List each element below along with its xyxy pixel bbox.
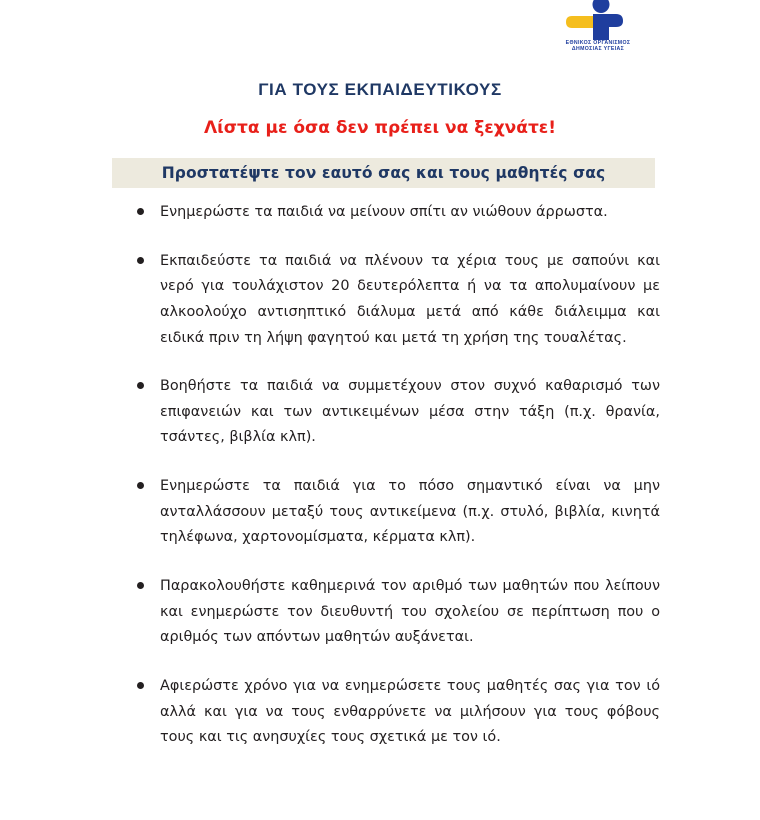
bullet-point-icon bbox=[137, 382, 144, 389]
section-banner-label: Προστατέψτε τον εαυτό σας και τους μαθητές σας bbox=[161, 164, 606, 182]
bullet-point-icon bbox=[137, 208, 144, 215]
list-item-text: Αφιερώστε χρόνο για να ενημερώσετε τους μαθητές σας για τον ιό αλλά και για να τους ενθαρρύνετε να μιλήσουν για τους φόβους τους και τις ανησυχίες τους σχετικά με τον ιό. bbox=[160, 677, 660, 746]
list-item-text: Παρακολουθήστε καθημερινά τον αριθμό των μαθητών που λείπουν και ενημερώστε τον διευθυντή του σχολείου σε περίπτωση που ο αριθμός των απόντων μαθητών αυξάνεται. bbox=[160, 578, 660, 646]
list-item bbox=[0, 474, 760, 551]
bullet-point-icon bbox=[137, 257, 144, 264]
eody-figure-icon bbox=[560, 0, 636, 40]
list-item bbox=[0, 674, 760, 751]
section-banner bbox=[112, 158, 655, 188]
page-title: ΓΙΑ ΤΟΥΣ ΕΚΠΑΙΔΕΥΤΙΚΟΥΣ bbox=[258, 80, 502, 99]
guidance-bullet-list bbox=[0, 200, 760, 774]
list-item bbox=[0, 574, 760, 651]
list-item-text: Εκπαιδεύστε τα παιδιά να πλένουν τα χέρια τους με σαπούνι και νερό για τουλάχιστον 20 δευτερόλεπτα ή να τα απολυμαίνουν με αλκοολούχο αντισηπτικό διάλυμα μετά από κάθε διάλειμμα και ειδικά πριν τη λήψη φαγητού και μετά τη χρήση της τουαλέτας. bbox=[160, 252, 660, 346]
eody-logo-mark bbox=[560, 0, 636, 40]
bullet-point-icon bbox=[137, 582, 144, 589]
list-item bbox=[0, 249, 760, 352]
list-item-text: Ενημερώστε τα παιδιά για το πόσο σημαντικό είναι να μην ανταλλάσσουν μεταξύ τους αντικείμενα (π.χ. στυλό, βιβλία, κινητά τηλέφωνα, χαρτονομίσματα, κέρματα κλπ). bbox=[160, 478, 660, 546]
eody-org-line-2: ΔΗΜΟΣΙΑΣ ΥΓΕΙΑΣ bbox=[571, 45, 625, 52]
page-subtitle: Λίστα με όσα δεν πρέπει να ξεχνάτε! bbox=[203, 118, 557, 138]
list-item bbox=[0, 200, 760, 226]
list-item-text: Βοηθήστε τα παιδιά να συμμετέχουν στον συχνό καθαρισμό των επιφανειών και των αντικειμένων μέσα στην τάξη (π.χ. θρανία, τσάντες, βιβλία κλπ). bbox=[160, 378, 660, 446]
bullet-point-icon bbox=[137, 682, 144, 689]
bullet-point-icon bbox=[137, 482, 144, 489]
list-item-text: Ενημερώστε τα παιδιά να μείνουν σπίτι αν νιώθουν άρρωστα. bbox=[160, 204, 608, 220]
eody-logo-text bbox=[538, 41, 658, 53]
eody-logo bbox=[538, 0, 658, 66]
eody-org-line-1: ΕΘΝΙΚΟΣ ΟΡΓΑΝΙΣΜΟΣ bbox=[565, 40, 631, 46]
list-item bbox=[0, 374, 760, 451]
